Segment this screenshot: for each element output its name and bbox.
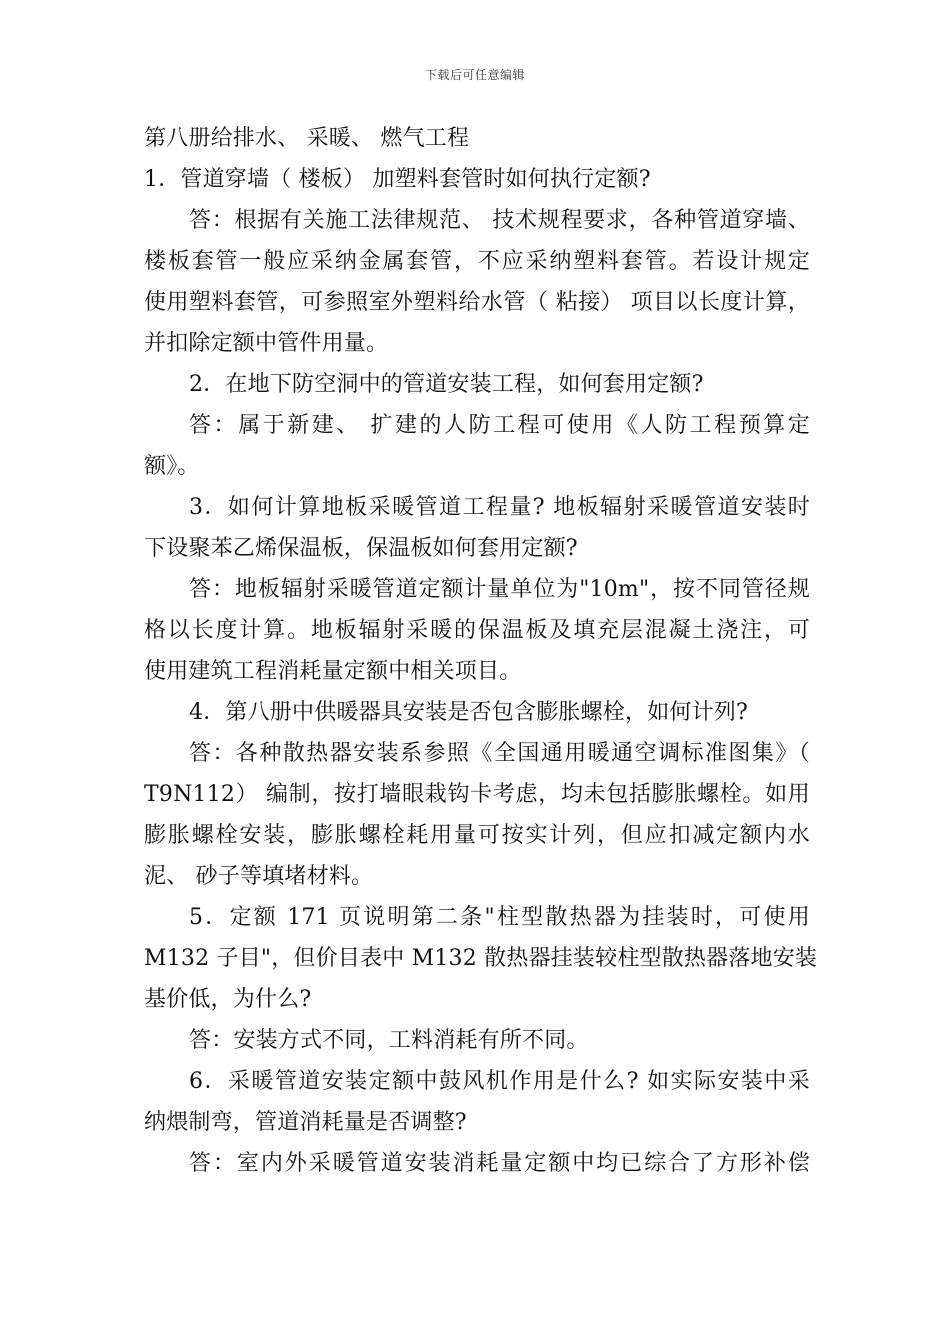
question-5-line-3: 基价低，为什么? <box>144 987 312 1012</box>
answer-1-line-2: 楼板套管一般应采纳金属套管，不应采纳塑料套管。若设计规定 <box>144 249 810 274</box>
answer-1-line-1: 答：根据有关施工法律规范、 技术规程要求，各种管道穿墙、 <box>189 208 810 233</box>
answer-2-line-2: 额》。 <box>144 454 200 479</box>
question-1: 1．管道穿墙（ 楼板） 加塑料套管时如何执行定额? <box>144 167 651 192</box>
question-3-line-2: 下设聚苯乙烯保温板，保温板如何套用定额? <box>144 536 578 561</box>
question-6-line-2: 纳煨制弯，管道消耗量是否调整? <box>144 1110 467 1135</box>
answer-3-line-3: 使用建筑工程消耗量定额中相关项目。 <box>144 659 522 684</box>
answer-4-line-1: 答：各种散热器安装系参照《全国通用暖通空调标准图集》（ <box>189 741 810 766</box>
answer-4-line-3: 膨胀螺栓安装，膨胀螺栓耗用量可按实计列，但应扣减定额内水 <box>144 823 810 848</box>
answer-3-line-2: 格以长度计算。地板辐射采暖的保温板及填充层混凝土浇注，可 <box>144 618 810 643</box>
answer-6-line-1: 答：室内外采暖管道安装消耗量定额中均已综合了方形补偿 <box>189 1151 810 1176</box>
answer-1-line-4: 并扣除定额中管件用量。 <box>144 331 389 356</box>
question-5-line-2: M132 子目"，但价目表中 M132 散热器挂装较柱型散热器落地安装 <box>144 946 818 971</box>
answer-4-line-4: 泥、 砂子等填堵材料。 <box>144 864 374 889</box>
answer-5: 答：安装方式不同，工料消耗有所不同。 <box>189 1028 589 1053</box>
page-header: 下载后可任意编辑 <box>424 68 525 82</box>
question-6-line-1: 6．采暖管道安装定额中鼓风机作用是什么? 如实际安装中采 <box>189 1069 810 1094</box>
answer-4-line-2: T9N112） 编制，按打墙眼栽钩卡考虑，均未包括膨胀螺栓。如用 <box>144 782 810 807</box>
question-4: 4．第八册中供暖器具安装是否包含膨胀螺栓，如何计列? <box>189 700 748 725</box>
answer-1-line-3: 使用塑料套管，可参照室外塑料给水管（ 粘接） 项目以长度计算， <box>144 290 810 315</box>
question-3-line-1: 3．如何计算地板采暖管道工程量? 地板辐射采暖管道安装时 <box>189 495 810 520</box>
question-2: 2．在地下防空洞中的管道安装工程，如何套用定额? <box>189 372 704 397</box>
answer-2-line-1: 答：属于新建、 扩建的人防工程可使用《人防工程预算定 <box>189 413 810 438</box>
answer-3-line-1: 答：地板辐射采暖管道定额计量单位为"10m"，按不同管径规 <box>189 577 810 602</box>
document-body <box>144 118 818 1184</box>
question-5-line-1: 5．定额 171 页说明第二条"柱型散热器为挂装时，可使用 <box>189 905 810 930</box>
section-title: 第八册给排水、 采暖、 燃气工程 <box>144 126 470 151</box>
